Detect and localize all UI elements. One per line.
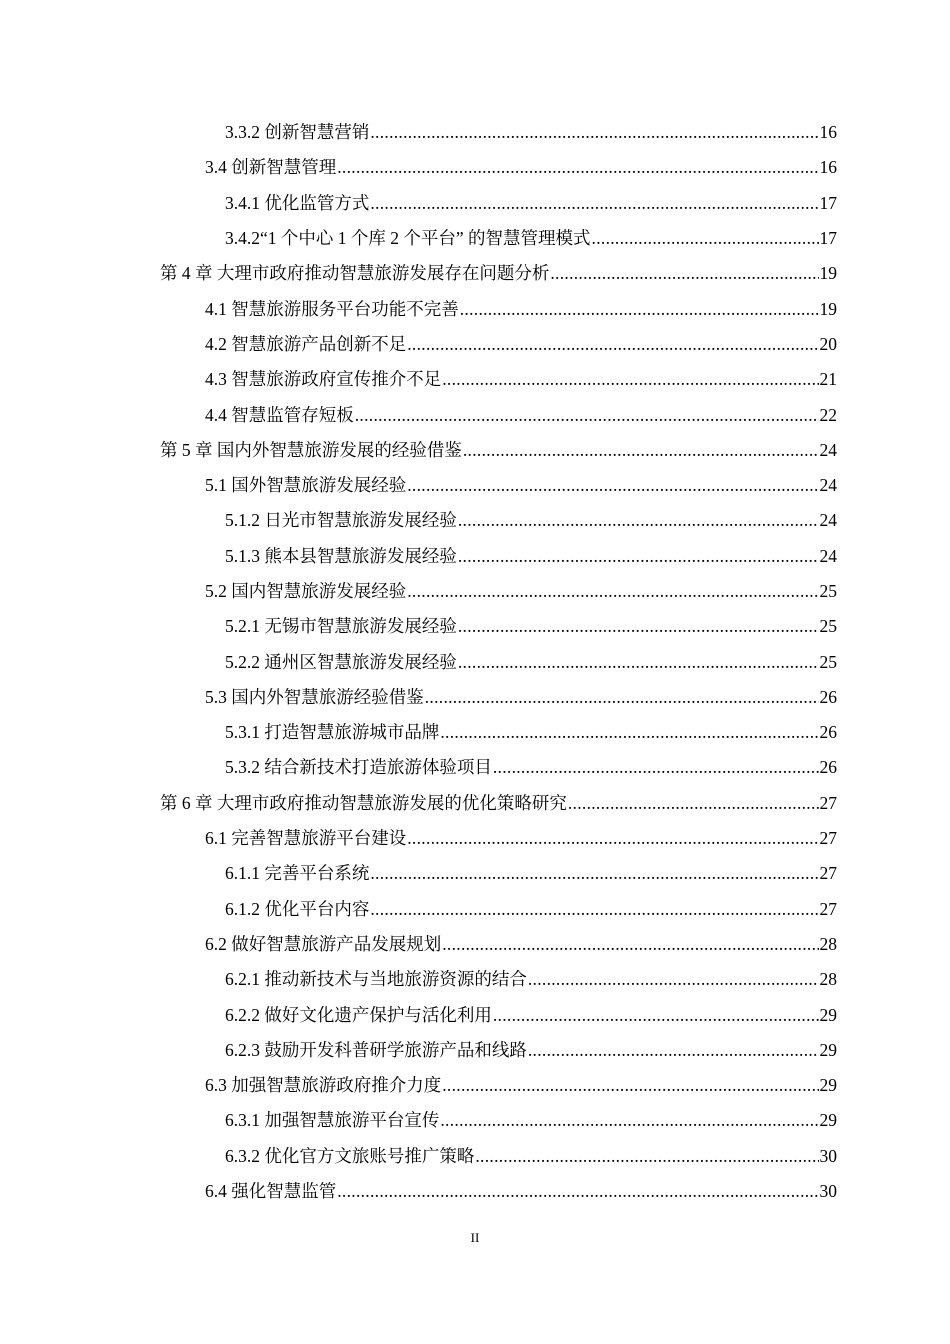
toc-dot-leader: [493, 1005, 819, 1026]
toc-entry-page-number: 25: [819, 651, 837, 672]
toc-entry-row: [205, 684, 837, 709]
toc-entry[interactable]: [0, 679, 950, 714]
toc-entry-title: 6.1 完善智慧旅游平台建设: [205, 828, 407, 849]
toc-entry-row: [205, 472, 837, 497]
toc-entry[interactable]: [0, 220, 950, 255]
toc-entry[interactable]: [0, 926, 950, 961]
toc-entry-title: 3.4 创新智慧管理: [205, 157, 337, 178]
toc-entry-title: 4.1 智慧旅游服务平台功能不完善: [205, 298, 459, 319]
toc-entry-title: 5.2 国内智慧旅游发展经验: [205, 581, 407, 601]
toc-entry-page-number: 16: [819, 122, 837, 143]
toc-entry-page-number: 25: [819, 581, 837, 601]
toc-entry-title: 6.1.1 完善平台系统: [225, 863, 370, 884]
toc-entry-row: [225, 613, 837, 638]
toc-entry-page-number: 26: [819, 757, 837, 778]
toc-entry-title: 6.1.2 优化平台内容: [225, 898, 370, 919]
toc-entry[interactable]: [0, 1173, 950, 1208]
toc-entry-page-number: 22: [819, 404, 837, 425]
toc-dot-leader: [458, 546, 819, 567]
toc-entry-row: [225, 190, 837, 215]
toc-dot-leader: [370, 863, 818, 884]
toc-entry[interactable]: [0, 961, 950, 996]
toc-dot-leader: [407, 581, 818, 602]
toc-entry-title: 5.3.1 打造智慧旅游城市品牌: [225, 722, 440, 743]
toc-entry-page-number: 24: [819, 510, 837, 531]
toc-entry-title: 3.3.2 创新智慧营销: [225, 122, 370, 143]
toc-entry-page-number: 26: [819, 722, 837, 743]
toc-entry[interactable]: [0, 502, 950, 537]
toc-dot-leader: [550, 263, 818, 284]
toc-entry-page-number: 27: [819, 863, 837, 884]
toc-dot-leader: [442, 369, 818, 390]
toc-dot-leader: [337, 157, 818, 178]
toc-entry-row: [225, 754, 837, 779]
toc-entry-page-number: 17: [819, 228, 837, 249]
toc-entry-row: [225, 1107, 837, 1132]
toc-dot-leader: [370, 122, 818, 143]
toc-dot-leader: [407, 475, 818, 496]
toc-dot-leader: [440, 722, 818, 743]
toc-dot-leader: [568, 793, 819, 814]
toc-dot-leader: [337, 1181, 818, 1202]
toc-dot-leader: [370, 899, 818, 920]
toc-entry-title: 6.3 加强智慧旅游政府推介力度: [205, 1075, 442, 1096]
toc-entry-title: 3.4.1 优化监管方式: [225, 192, 370, 213]
toc-entry[interactable]: [0, 149, 950, 184]
toc-dot-leader: [442, 1075, 818, 1096]
toc-entry[interactable]: [0, 891, 950, 926]
toc-entry[interactable]: [0, 1138, 950, 1173]
toc-entry[interactable]: [0, 326, 950, 361]
toc-entry-row: [160, 260, 837, 285]
toc-entry-row: [225, 1002, 837, 1027]
toc-entry-page-number: 29: [819, 1075, 837, 1096]
toc-entry[interactable]: [0, 996, 950, 1031]
toc-entry-title: 5.3 国内外智慧旅游经验借鉴: [205, 686, 424, 707]
toc-entry[interactable]: [0, 1102, 950, 1137]
toc-entry[interactable]: [0, 714, 950, 749]
toc-entry[interactable]: [0, 1032, 950, 1067]
toc-entry-page-number: 25: [819, 616, 837, 637]
toc-entry-row: [225, 119, 837, 144]
toc-dot-leader: [370, 193, 818, 214]
toc-entry-row: [225, 507, 837, 532]
toc-entry-row: [205, 1178, 837, 1203]
toc-dot-leader: [440, 1110, 818, 1131]
toc-entry[interactable]: [0, 396, 950, 431]
toc-dot-leader: [458, 616, 819, 637]
toc-entry-title: 5.1.2 日光市智慧旅游发展经验: [225, 510, 457, 531]
toc-entry-row: [225, 896, 837, 921]
toc-entry[interactable]: [0, 114, 950, 149]
toc-entry-row: [205, 154, 837, 179]
toc-entry-row: [205, 825, 837, 850]
toc-entry[interactable]: [0, 749, 950, 784]
toc-entry-row: [225, 225, 837, 250]
toc-entry-row: [160, 437, 837, 462]
toc-entry-page-number: 19: [819, 263, 837, 284]
toc-dot-leader: [442, 934, 818, 955]
toc-entry-title: 5.3.2 结合新技术打造旅游体验项目: [225, 757, 492, 778]
toc-entry-title: 6.2.2 做好文化遗产保护与活化利用: [225, 1004, 492, 1025]
toc-entry[interactable]: [0, 255, 950, 290]
toc-entry-title: 第 6 章 大理市政府推动智慧旅游发展的优化策略研究: [160, 792, 567, 813]
toc-entry-title: 4.2 智慧旅游产品创新不足: [205, 333, 407, 354]
toc-entry-page-number: 28: [819, 969, 837, 990]
toc-entry[interactable]: [0, 855, 950, 890]
toc-dot-leader: [355, 405, 819, 426]
toc-entry-page-number: 29: [819, 1039, 837, 1060]
toc-dot-leader: [458, 510, 819, 531]
toc-entry-page-number: 17: [819, 192, 837, 213]
toc-entry-row: [205, 366, 837, 391]
toc-entry[interactable]: [0, 820, 950, 855]
toc-entry[interactable]: [0, 643, 950, 678]
toc-entry-page-number: 27: [819, 898, 837, 919]
toc-entry-row: [205, 402, 837, 427]
toc-entry-title: 5.1.3 熊本县智慧旅游发展经验: [225, 545, 457, 566]
toc-entry-row: [225, 1143, 837, 1168]
toc-entry[interactable]: [0, 185, 950, 220]
toc-entry-title: 6.4 强化智慧监管: [205, 1181, 337, 1202]
toc-entry-page-number: 30: [819, 1145, 837, 1166]
toc-entry-page-number: 28: [819, 933, 837, 954]
toc-entry-page-number: 19: [819, 298, 837, 319]
toc-dot-leader: [407, 828, 818, 849]
toc-dot-leader: [528, 1040, 819, 1061]
toc-entry-title: 5.2.1 无锡市智慧旅游发展经验: [225, 616, 457, 637]
toc-entry-page-number: 26: [819, 686, 837, 707]
toc-entry-page-number: 30: [819, 1181, 837, 1202]
toc-entry-row: [225, 649, 837, 674]
toc-entry-page-number: 24: [819, 439, 837, 460]
toc-dot-leader: [407, 334, 818, 355]
toc-entry-row: [205, 296, 837, 321]
toc-entry-row: [205, 578, 837, 603]
toc-entry-row: [205, 1072, 837, 1097]
toc-dot-leader: [463, 440, 819, 461]
toc-entry[interactable]: [0, 785, 950, 820]
toc-entry-row: [160, 790, 837, 815]
toc-dot-leader: [493, 757, 819, 778]
toc-entry[interactable]: [0, 538, 950, 573]
toc-entry-row: [205, 331, 837, 356]
toc-dot-leader: [458, 652, 819, 673]
toc-entry-page-number: 24: [819, 475, 837, 496]
toc-entry-page-number: 20: [819, 333, 837, 354]
toc-entry-title: 第 5 章 国内外智慧旅游发展的经验借鉴: [160, 439, 462, 460]
toc-entry-title: 4.4 智慧监管存短板: [205, 404, 354, 425]
toc-entry[interactable]: [0, 432, 950, 467]
toc-entry-title: 6.2 做好智慧旅游产品发展规划: [205, 933, 442, 954]
toc-entry[interactable]: [0, 1067, 950, 1102]
toc-entry-page-number: 27: [819, 828, 837, 849]
page-number: II: [470, 1230, 480, 1245]
toc-entry-page-number: 24: [819, 545, 837, 566]
toc-dot-leader: [425, 687, 819, 708]
toc-dot-leader: [592, 228, 819, 249]
toc-entry-row: [225, 543, 837, 568]
toc-dot-leader: [460, 299, 819, 320]
toc-dot-leader: [528, 969, 819, 990]
toc-entry-page-number: 29: [819, 1110, 837, 1131]
toc-entry-title: 6.2.1 推动新技术与当地旅游资源的结合: [225, 969, 527, 990]
toc-entry[interactable]: [0, 290, 950, 325]
toc-entry[interactable]: [0, 361, 950, 396]
toc-entry-row: [225, 1037, 837, 1062]
toc-entry[interactable]: [0, 467, 950, 502]
toc-entry-page-number: 27: [819, 792, 837, 813]
toc-entry[interactable]: [0, 573, 950, 608]
toc-entry[interactable]: [0, 608, 950, 643]
toc-entry-row: [225, 860, 837, 885]
toc-entry-row: [225, 719, 837, 744]
table-of-contents: [0, 114, 950, 1208]
toc-entry-row: [205, 931, 837, 956]
toc-dot-leader: [475, 1146, 818, 1167]
toc-entry-page-number: 29: [819, 1004, 837, 1025]
toc-entry-title: 4.3 智慧旅游政府宣传推介不足: [205, 369, 442, 390]
toc-entry-title: 3.4.2“1 个中心 1 个库 2 个平台” 的智慧管理模式: [225, 228, 591, 249]
toc-entry-page-number: 21: [819, 369, 837, 390]
toc-entry-title: 第 4 章 大理市政府推动智慧旅游发展存在问题分析: [160, 263, 550, 284]
toc-entry-row: [225, 966, 837, 991]
toc-entry-title: 5.1 国外智慧旅游发展经验: [205, 475, 407, 496]
toc-entry-title: 6.3.1 加强智慧旅游平台宣传: [225, 1110, 440, 1131]
toc-entry-title: 6.3.2 优化官方文旅账号推广策略: [225, 1145, 475, 1166]
toc-entry-page-number: 16: [819, 157, 837, 178]
toc-entry-title: 5.2.2 通州区智慧旅游发展经验: [225, 651, 457, 672]
toc-entry-title: 6.2.3 鼓励开发科普研学旅游产品和线路: [225, 1039, 527, 1060]
